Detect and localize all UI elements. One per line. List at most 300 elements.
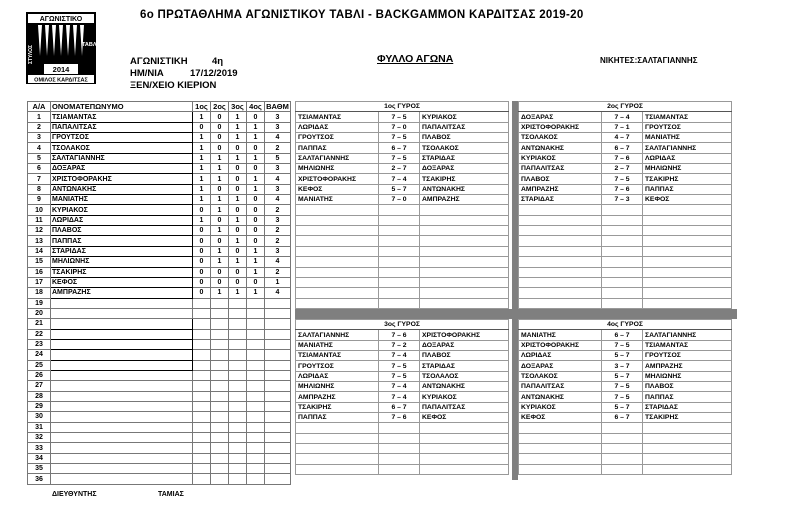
round-score-cell: 1	[193, 143, 211, 153]
match-row	[519, 267, 732, 277]
match-score: 7 – 4	[602, 112, 643, 122]
player-a: ΜΑΝΙΑΤΗΣ	[519, 330, 602, 340]
player-a	[296, 205, 379, 215]
player-row	[28, 360, 291, 370]
round-score-cell: 1	[193, 112, 211, 122]
match-row	[519, 330, 732, 340]
player-a: ΤΣΑΚΙΡΗΣ	[296, 402, 379, 412]
round-score-cell: 1	[247, 174, 265, 184]
player-name: ΜΑΝΙΑΤΗΣ	[51, 195, 193, 205]
match-score	[602, 298, 643, 308]
points-cell	[265, 370, 291, 380]
match-row	[296, 361, 509, 371]
player-row	[28, 339, 291, 349]
round-score-cell	[193, 443, 211, 453]
match-row	[519, 215, 732, 225]
round-score-cell	[211, 329, 229, 339]
points-cell: 4	[265, 288, 291, 298]
match-score: 7 – 5	[602, 392, 643, 402]
player-name: ΓΡΟΥΤΣΟΣ	[51, 133, 193, 143]
row-number: 6	[28, 164, 51, 174]
row-number: 13	[28, 236, 51, 246]
match-score	[379, 215, 420, 225]
row-number: 35	[28, 464, 51, 474]
round-score-cell: 1	[229, 133, 247, 143]
round-score-cell: 0	[211, 267, 229, 277]
round-score-cell	[247, 381, 265, 391]
player-b: ΠΑΠΠΑΣ	[643, 392, 732, 402]
player-a: ΛΩΡΙΔΑΣ	[296, 371, 379, 381]
player-b: ΧΡΙΣΤΟΦΟΡΑΚΗΣ	[420, 330, 509, 340]
player-b	[420, 236, 509, 246]
round-score-cell	[229, 370, 247, 380]
round-title: 2ος ΓΥΡΟΣ	[519, 102, 732, 112]
player-a: ΤΣΙΑΜΑΝΤΑΣ	[296, 351, 379, 361]
match-score	[379, 464, 420, 474]
match-score: 7 – 5	[602, 174, 643, 184]
player-b	[643, 257, 732, 267]
page-title: 6ο ΠΡΩΤΑΘΛΗΜΑ ΑΓΩΝΙΣΤΙΚΟΥ ΤΑΒΛΙ - BACKGAMMON ΚΑΡΔΙΤΣΑΣ 2019-20	[140, 9, 584, 21]
player-name	[51, 422, 193, 432]
player-a: ΧΡΙΣΤΟΦΟΡΑΚΗΣ	[519, 122, 602, 132]
player-row	[28, 350, 291, 360]
round-score-cell	[193, 350, 211, 360]
player-b	[643, 444, 732, 454]
row-number: 33	[28, 443, 51, 453]
match-score: 4 – 7	[602, 133, 643, 143]
player-name: ΤΣΙΑΜΑΝΤΑΣ	[51, 112, 193, 122]
points-cell	[265, 329, 291, 339]
match-row	[296, 382, 509, 392]
player-name: ΛΩΡΙΔΑΣ	[51, 215, 193, 225]
round-score-cell: 1	[247, 288, 265, 298]
player-row	[28, 133, 291, 143]
round-score-cell: 0	[247, 164, 265, 174]
round-score-cell	[247, 474, 265, 484]
row-number: 7	[28, 174, 51, 184]
match-score	[379, 246, 420, 256]
points-cell	[265, 319, 291, 329]
player-row	[28, 195, 291, 205]
player-a	[296, 444, 379, 454]
round-score-cell: 1	[247, 133, 265, 143]
round-score-cell	[247, 412, 265, 422]
date-value: 17/12/2019	[190, 68, 238, 79]
category-label: ΑΓΩΝΙΣΤΙΚΗ	[130, 56, 188, 67]
player-b: ΤΣΙΑΜΑΝΤΑΣ	[643, 340, 732, 350]
row-number: 32	[28, 433, 51, 443]
player-name: ΚΕΦΟΣ	[51, 277, 193, 287]
player-a	[296, 226, 379, 236]
match-row	[296, 464, 509, 474]
player-a: ΤΣΙΑΜΑΝΤΑΣ	[296, 112, 379, 122]
player-name: ΜΗΛΙΩΝΗΣ	[51, 257, 193, 267]
player-row	[28, 401, 291, 411]
match-score	[379, 444, 420, 454]
player-b	[420, 464, 509, 474]
player-row	[28, 226, 291, 236]
player-b: ΣΑΛΤΑΓΙΑΝΝΗΣ	[643, 143, 732, 153]
row-number: 11	[28, 215, 51, 225]
row-number: 17	[28, 277, 51, 287]
player-a: ΠΑΠΠΑΣ	[296, 413, 379, 423]
player-a	[519, 298, 602, 308]
row-number: 14	[28, 246, 51, 256]
player-a	[296, 267, 379, 277]
player-a	[519, 267, 602, 277]
round-score-cell: 0	[229, 277, 247, 287]
player-b	[420, 433, 509, 443]
match-row	[296, 195, 509, 205]
round-score-cell: 0	[247, 143, 265, 153]
match-row	[519, 195, 732, 205]
match-row	[519, 433, 732, 443]
player-b: ΜΑΝΙΑΤΗΣ	[643, 133, 732, 143]
player-b	[420, 226, 509, 236]
player-row	[28, 236, 291, 246]
match-score	[602, 444, 643, 454]
player-b	[643, 288, 732, 298]
match-row	[519, 153, 732, 163]
logo-bottom-text: ΟΜΙΛΟΣ ΚΑΡΔΙΤΣΑΣ	[34, 77, 88, 84]
player-a	[296, 257, 379, 267]
player-a: ΣΑΛΤΑΓΙΑΝΝΗΣ	[296, 330, 379, 340]
round-score-cell	[229, 350, 247, 360]
round-score-cell: 1	[247, 122, 265, 132]
player-b: ΠΑΠΠΑΣ	[643, 184, 732, 194]
points-cell: 1	[265, 277, 291, 287]
player-row	[28, 246, 291, 256]
player-a	[519, 288, 602, 298]
round-score-cell	[229, 329, 247, 339]
match-row	[519, 122, 732, 132]
player-b	[420, 423, 509, 433]
round-score-cell: 0	[247, 112, 265, 122]
match-score	[602, 433, 643, 443]
player-name	[51, 474, 193, 484]
player-name	[51, 391, 193, 401]
player-b: ΚΥΡΙΑΚΟΣ	[420, 392, 509, 402]
player-row	[28, 464, 291, 474]
player-name: ΠΑΠΠΑΣ	[51, 236, 193, 246]
round-score-cell: 0	[247, 277, 265, 287]
rounds-area	[295, 101, 737, 480]
points-cell: 4	[265, 195, 291, 205]
round-score-cell	[247, 319, 265, 329]
points-cell: 4	[265, 257, 291, 267]
player-row	[28, 370, 291, 380]
player-name	[51, 350, 193, 360]
player-b: ΑΝΤΩΝΑΚΗΣ	[420, 184, 509, 194]
round-score-cell: 1	[247, 257, 265, 267]
match-score	[379, 423, 420, 433]
round-score-cell	[193, 453, 211, 463]
row-number: 19	[28, 298, 51, 308]
player-a	[296, 464, 379, 474]
match-score	[602, 205, 643, 215]
player-row	[28, 277, 291, 287]
round-score-cell: 0	[211, 184, 229, 194]
points-cell: 4	[265, 174, 291, 184]
column-header: ΒΑΘΜ	[266, 102, 289, 112]
player-a: ΤΣΟΛΑΚΟΣ	[519, 133, 602, 143]
player-b: ΣΑΛΤΑΓΙΑΝΝΗΣ	[643, 330, 732, 340]
match-score	[379, 298, 420, 308]
player-name	[51, 412, 193, 422]
match-row	[519, 402, 732, 412]
player-name	[51, 319, 193, 329]
players-table	[27, 101, 291, 485]
player-name	[51, 464, 193, 474]
player-a: ΓΡΟΥΤΣΟΣ	[296, 133, 379, 143]
column-header: 2ος	[211, 102, 229, 112]
match-row	[519, 371, 732, 381]
match-score: 7 – 6	[602, 184, 643, 194]
round-score-cell	[193, 391, 211, 401]
player-a	[519, 423, 602, 433]
row-number: 31	[28, 422, 51, 432]
player-a: ΑΝΤΩΝΑΚΗΣ	[519, 143, 602, 153]
match-score	[602, 288, 643, 298]
player-b: ΛΩΡΙΔΑΣ	[643, 153, 732, 163]
round-score-cell	[247, 422, 265, 432]
player-b: ΑΝΤΩΝΑΚΗΣ	[420, 382, 509, 392]
round-score-cell: 0	[229, 174, 247, 184]
player-a: ΜΑΝΙΑΤΗΣ	[296, 340, 379, 350]
match-score: 7 – 5	[379, 153, 420, 163]
match-score: 7 – 4	[379, 392, 420, 402]
row-number: 25	[28, 360, 51, 370]
logo-top-text: ΑΓΩΝΙΣΤΙΚΟ	[39, 16, 83, 23]
round-score-cell	[211, 412, 229, 422]
player-a: ΑΜΠΡΑΖΗΣ	[519, 184, 602, 194]
sheet-title: ΦΥΛΛΟ ΑΓΩΝΑ	[377, 53, 454, 65]
player-name	[51, 453, 193, 463]
round-score-cell	[247, 464, 265, 474]
player-a: ΚΕΦΟΣ	[519, 413, 602, 423]
player-a	[519, 215, 602, 225]
player-a	[296, 246, 379, 256]
player-name: ΣΤΑΡΙΔΑΣ	[51, 246, 193, 256]
match-row	[296, 298, 509, 308]
player-row	[28, 288, 291, 298]
round-score-cell: 0	[193, 246, 211, 256]
players-table-header	[28, 102, 291, 112]
player-name	[51, 339, 193, 349]
player-b: ΜΗΛΙΩΝΗΣ	[643, 164, 732, 174]
match-row	[296, 246, 509, 256]
match-score: 5 – 7	[379, 184, 420, 194]
player-name	[51, 298, 193, 308]
round-score-cell	[229, 443, 247, 453]
round-score-cell: 0	[229, 246, 247, 256]
match-row	[296, 444, 509, 454]
round-2-table	[518, 101, 732, 309]
round-score-cell	[193, 319, 211, 329]
player-name: ΤΣΑΚΙΡΗΣ	[51, 267, 193, 277]
treasurer-signature-label: ΤΑΜΙΑΣ	[158, 491, 184, 498]
match-score: 7 – 4	[379, 382, 420, 392]
round-score-cell: 0	[229, 143, 247, 153]
player-row	[28, 298, 291, 308]
points-cell	[265, 401, 291, 411]
row-number: 9	[28, 195, 51, 205]
match-score: 7 – 3	[602, 195, 643, 205]
player-b	[643, 215, 732, 225]
player-a	[519, 257, 602, 267]
match-score	[379, 433, 420, 443]
round-score-cell	[211, 474, 229, 484]
player-b: ΜΗΛΙΩΝΗΣ	[643, 371, 732, 381]
match-score: 2 – 7	[379, 164, 420, 174]
round-score-cell: 0	[193, 267, 211, 277]
row-number: 23	[28, 339, 51, 349]
round-score-cell	[211, 308, 229, 318]
player-b: ΤΣΑΚΙΡΗΣ	[643, 413, 732, 423]
match-score	[379, 267, 420, 277]
round-score-cell: 1	[211, 205, 229, 215]
match-row	[296, 174, 509, 184]
match-row	[519, 340, 732, 350]
player-b: ΠΛΑΒΟΣ	[643, 382, 732, 392]
player-b	[643, 205, 732, 215]
player-row	[28, 205, 291, 215]
match-score: 7 – 5	[379, 361, 420, 371]
round-score-cell	[193, 329, 211, 339]
match-row	[519, 236, 732, 246]
round-score-cell	[229, 422, 247, 432]
row-number: 15	[28, 257, 51, 267]
logo-year: 2014	[52, 65, 70, 74]
round-score-cell: 1	[211, 257, 229, 267]
player-b	[420, 246, 509, 256]
player-a	[296, 454, 379, 464]
row-number: 10	[28, 205, 51, 215]
match-score: 5 – 7	[602, 351, 643, 361]
match-row	[296, 205, 509, 215]
round-score-cell	[193, 422, 211, 432]
row-number: 3	[28, 133, 51, 143]
round-score-cell	[247, 401, 265, 411]
round-score-cell	[247, 329, 265, 339]
player-row	[28, 433, 291, 443]
match-row	[296, 133, 509, 143]
round-score-cell: 1	[229, 195, 247, 205]
match-row	[296, 184, 509, 194]
match-score	[602, 226, 643, 236]
round-score-cell	[229, 308, 247, 318]
player-a	[519, 246, 602, 256]
horizontal-divider	[295, 309, 737, 319]
match-score: 5 – 7	[602, 371, 643, 381]
player-b: ΤΣΙΑΜΑΝΤΑΣ	[643, 112, 732, 122]
player-b	[643, 298, 732, 308]
player-b: ΓΡΟΥΤΣΟΣ	[643, 122, 732, 132]
player-row	[28, 381, 291, 391]
player-row	[28, 391, 291, 401]
round-score-cell: 1	[211, 195, 229, 205]
match-row	[519, 382, 732, 392]
round-score-cell: 0	[247, 215, 265, 225]
row-number: 2	[28, 122, 51, 132]
round-score-cell: 1	[211, 288, 229, 298]
player-a	[519, 205, 602, 215]
player-b: ΣΤΑΡΙΔΑΣ	[643, 402, 732, 412]
match-row	[296, 371, 509, 381]
row-number: 28	[28, 391, 51, 401]
column-header: Α/Α	[28, 102, 51, 112]
match-row	[296, 351, 509, 361]
player-a	[296, 433, 379, 443]
match-score	[602, 246, 643, 256]
round-score-cell: 0	[229, 164, 247, 174]
player-b	[420, 288, 509, 298]
row-number: 5	[28, 153, 51, 163]
player-name: ΧΡΙΣΤΟΦΟΡΑΚΗΣ	[51, 174, 193, 184]
match-row	[519, 288, 732, 298]
round-score-cell	[229, 381, 247, 391]
match-row	[519, 246, 732, 256]
player-b: ΤΣΑΚΙΡΗΣ	[643, 174, 732, 184]
column-header: 4ος	[247, 102, 265, 112]
player-b: ΠΛΑΒΟΣ	[420, 351, 509, 361]
match-score: 7 – 0	[379, 195, 420, 205]
match-score: 7 – 6	[379, 330, 420, 340]
match-row	[519, 184, 732, 194]
match-score: 7 – 1	[602, 122, 643, 132]
player-a	[296, 236, 379, 246]
player-a	[519, 444, 602, 454]
row-number: 18	[28, 288, 51, 298]
round-title: 3ος ΓΥΡΟΣ	[296, 320, 509, 330]
player-b: ΑΜΠΡΑΖΗΣ	[643, 361, 732, 371]
round-title: 4ος ΓΥΡΟΣ	[519, 320, 732, 330]
points-cell	[265, 474, 291, 484]
match-score: 7 – 2	[379, 340, 420, 350]
row-number: 30	[28, 412, 51, 422]
match-row	[296, 288, 509, 298]
round-score-cell	[247, 350, 265, 360]
round-score-cell: 1	[211, 164, 229, 174]
row-number: 4	[28, 143, 51, 153]
points-cell	[265, 391, 291, 401]
round-score-cell: 1	[229, 153, 247, 163]
match-row	[296, 413, 509, 423]
match-score	[379, 288, 420, 298]
round-score-cell: 0	[211, 133, 229, 143]
points-cell	[265, 298, 291, 308]
match-row	[296, 340, 509, 350]
row-number: 21	[28, 319, 51, 329]
round-score-cell	[229, 433, 247, 443]
round-score-cell	[211, 443, 229, 453]
points-cell: 3	[265, 164, 291, 174]
row-number: 29	[28, 401, 51, 411]
match-score	[602, 236, 643, 246]
match-row	[519, 226, 732, 236]
points-cell	[265, 412, 291, 422]
match-row	[519, 423, 732, 433]
round-score-cell	[229, 298, 247, 308]
column-header: 3ος	[229, 102, 247, 112]
points-cell: 3	[265, 184, 291, 194]
player-a	[519, 277, 602, 287]
round-score-cell	[229, 319, 247, 329]
row-number: 12	[28, 226, 51, 236]
match-score	[602, 215, 643, 225]
player-b	[420, 277, 509, 287]
points-cell	[265, 360, 291, 370]
